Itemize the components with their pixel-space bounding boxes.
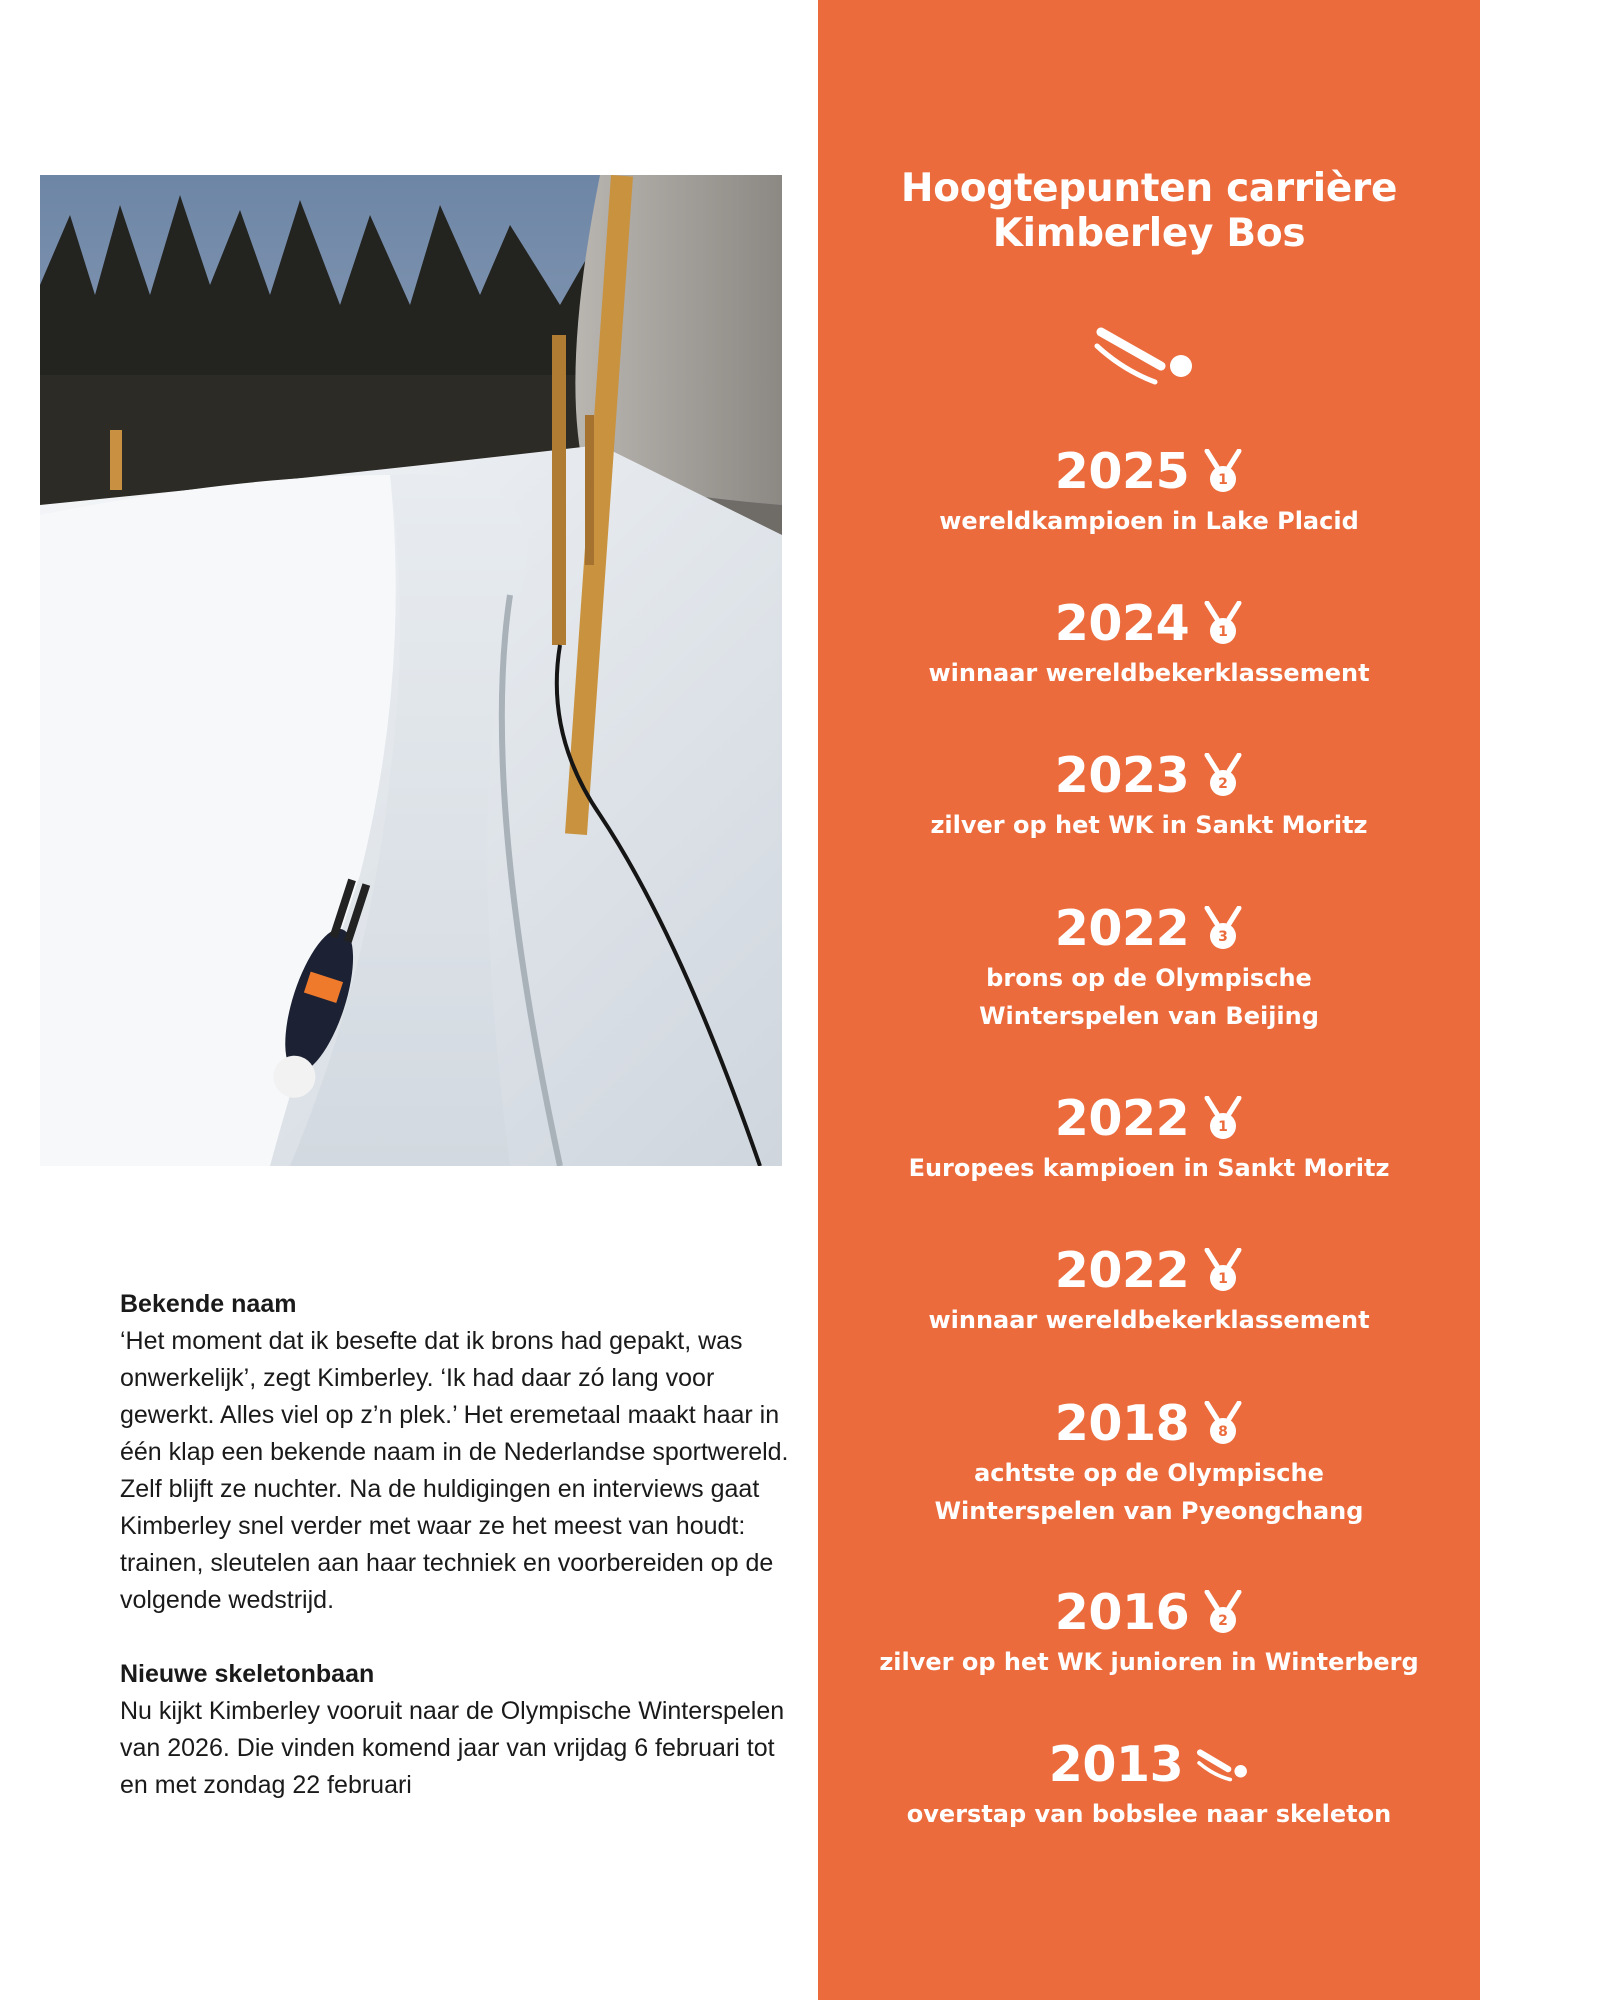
- timeline-year: 2018: [1054, 1395, 1190, 1452]
- medal-rank-text: 2: [1218, 1613, 1229, 1629]
- timeline-year-row: [818, 442, 1480, 502]
- timeline-year: 2024: [1054, 595, 1190, 652]
- timeline-entry: [818, 1089, 1480, 1187]
- medal-rank-text: 3: [1218, 929, 1229, 945]
- timeline-year: 2025: [1054, 443, 1190, 500]
- timeline-entry: [818, 442, 1480, 540]
- timeline-year-row: [818, 1089, 1480, 1149]
- timeline-year-row: [818, 1241, 1480, 1301]
- section-body-bekende-naam: ‘Het moment dat ik besefte dat ik brons had gepakt, was onwerkelijk’, zegt Kimberley. ‘Ik had daar zó lang voor gewerkt. Alles viel op z’n plek.’ Het eremetaal maakt haar in één klap een bekende naam in de Nederlandse sportwereld. Zelf blijft ze nuchter. Na de huldigingen en interviews gaat Kimberley snel verder met waar ze het meest van houdt: trainen, sleutelen aan haar techniek en voorbereiden op de volgende wedstrijd.: [120, 1327, 789, 1614]
- timeline-description: achtste op de Olympische: [974, 1459, 1324, 1487]
- timeline-year-row: [818, 1394, 1480, 1454]
- panel-title-line1: Hoogtepunten carrière: [900, 166, 1398, 211]
- timeline-year-row: [818, 594, 1480, 654]
- medal-icon: [1203, 601, 1243, 647]
- skeleton-slider-icon: [1093, 322, 1198, 388]
- timeline-year: 2022: [1054, 900, 1190, 957]
- timeline-entry: [818, 899, 1480, 1035]
- timeline-description: wereldkampioen in Lake Placid: [939, 507, 1359, 535]
- timeline-description: winnaar wereldbekerklassement: [928, 1306, 1370, 1334]
- timeline-entry: [818, 594, 1480, 692]
- medal-rank-text: 2: [1218, 776, 1229, 792]
- timeline-description: Europees kampioen in Sankt Moritz: [908, 1154, 1390, 1182]
- timeline-year: 2022: [1054, 1242, 1190, 1299]
- medal-rank-text: 8: [1218, 1424, 1229, 1440]
- timeline-year: 2013: [1048, 1736, 1184, 1793]
- timeline-year: 2016: [1054, 1584, 1190, 1641]
- timeline-entry: [818, 1735, 1480, 1833]
- timeline-description: winnaar wereldbekerklassement: [928, 659, 1370, 687]
- timeline-year-row: [818, 1735, 1480, 1795]
- timeline-year: 2022: [1054, 1090, 1190, 1147]
- timeline-description: zilver op het WK junioren in Winterberg: [879, 1648, 1419, 1676]
- skeleton-track-photo: [40, 175, 782, 1166]
- timeline-year-row: [818, 899, 1480, 959]
- timeline-year-row: [818, 1583, 1480, 1643]
- timeline-description: brons op de Olympische: [986, 964, 1312, 992]
- medal-rank-text: 1: [1218, 624, 1229, 640]
- medal-icon: [1203, 906, 1243, 952]
- timeline-description: zilver op het WK in Sankt Moritz: [930, 811, 1368, 839]
- section-heading-bekende-naam: Bekende naam: [120, 1290, 297, 1318]
- medal-rank-text: 1: [1218, 1271, 1229, 1287]
- panel-title: [818, 166, 1480, 256]
- medal-icon: [1203, 753, 1243, 799]
- medal-rank-text: 1: [1218, 1119, 1229, 1135]
- article-body: [120, 1286, 800, 1841]
- section-heading-nieuwe-skeletonbaan: Nieuwe skeletonbaan: [120, 1660, 375, 1688]
- medal-icon: [1203, 1248, 1243, 1294]
- timeline-description-line2: Winterspelen van Pyeongchang: [934, 1497, 1364, 1525]
- medal-rank-text: 1: [1218, 472, 1229, 488]
- medal-icon: [1203, 1096, 1243, 1142]
- timeline-entry: [818, 1241, 1480, 1339]
- timeline-entry: [818, 1394, 1480, 1530]
- timeline-description: overstap van bobslee naar skeleton: [906, 1800, 1392, 1828]
- timeline-entry: [818, 746, 1480, 844]
- medal-icon: [1203, 1401, 1243, 1447]
- timeline-entry: [818, 1583, 1480, 1681]
- section-body-nieuwe-skeletonbaan: Nu kijkt Kimberley vooruit naar de Olympische Winterspelen van 2026. Die vinden komend jaar van vrijdag 6 februari tot en met zondag 22 februari: [120, 1697, 785, 1799]
- medal-icon: [1203, 1590, 1243, 1636]
- medal-icon: [1203, 449, 1243, 495]
- timeline-year-row: [818, 746, 1480, 806]
- skeleton-icon: [1197, 1742, 1249, 1788]
- career-highlights-panel: [818, 0, 1480, 2000]
- timeline-description-line2: Winterspelen van Beijing: [979, 1002, 1319, 1030]
- timeline-year: 2023: [1054, 747, 1190, 804]
- panel-title-line2: Kimberley Bos: [992, 211, 1306, 256]
